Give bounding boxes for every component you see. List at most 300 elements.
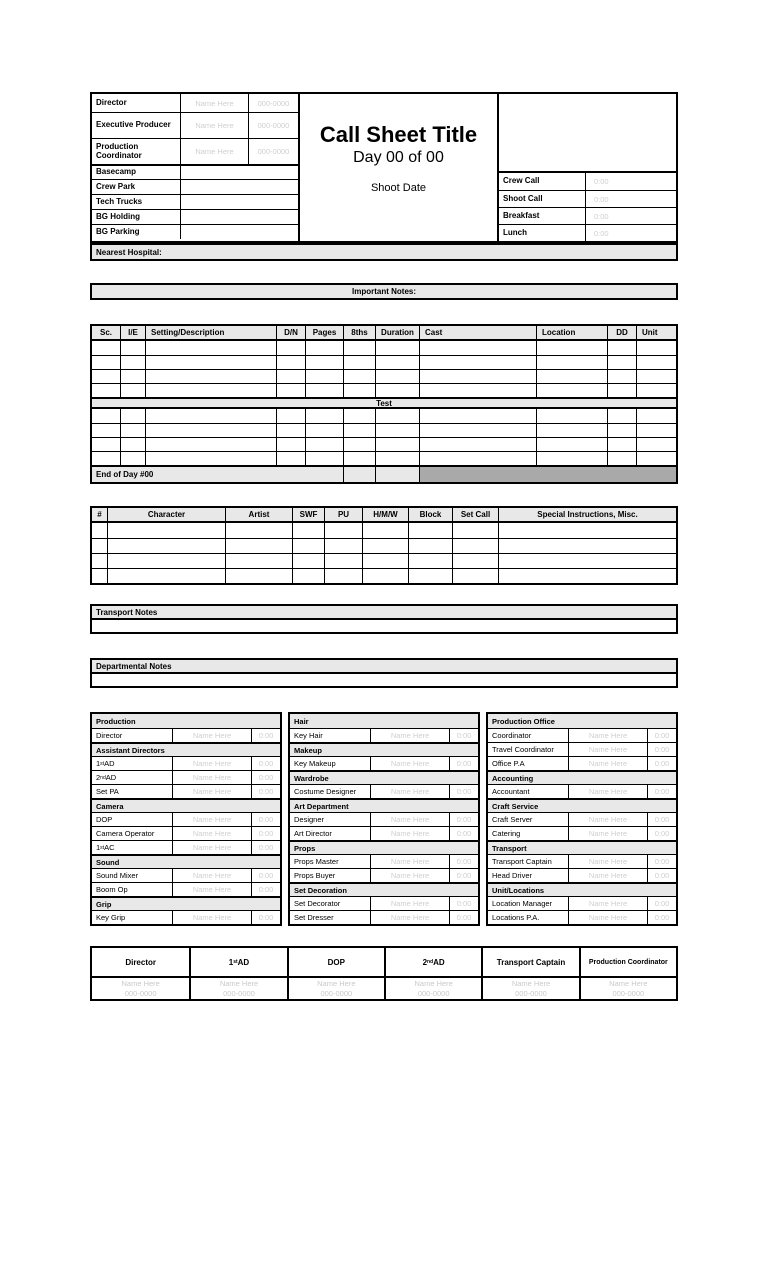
crew-row (290, 854, 478, 868)
cast-cell[interactable] (362, 523, 408, 538)
cast-header-cell: Block (408, 508, 452, 521)
scene-cell[interactable] (419, 452, 536, 465)
crew-department-header: Production Office (488, 714, 676, 728)
scene-cell[interactable] (145, 356, 276, 369)
crew-time-field[interactable]: 0:00 (449, 827, 478, 840)
crew-row (290, 910, 478, 924)
header-left-table (90, 92, 300, 243)
scene-cell[interactable] (636, 384, 676, 397)
nearest-hospital-label: Nearest Hospital: (96, 247, 162, 257)
cast-cell[interactable] (107, 539, 225, 553)
cast-cell[interactable] (408, 523, 452, 538)
cast-cell[interactable] (324, 523, 362, 538)
crew-name-field[interactable]: Name Here (172, 729, 251, 742)
crew-time-field[interactable]: 0:00 (647, 869, 676, 882)
footer-phone-field[interactable]: 000-0000 (515, 988, 547, 998)
scene-cell[interactable] (305, 409, 343, 423)
crew-name-field[interactable]: Name Here (370, 757, 449, 770)
scene-cell[interactable] (92, 356, 120, 369)
location-value-field[interactable] (180, 195, 298, 209)
departmental-notes-header: Departmental Notes (92, 660, 676, 674)
scene-cell[interactable] (305, 384, 343, 397)
cast-cell[interactable] (498, 523, 676, 538)
crew-name-field[interactable]: Name Here (370, 911, 449, 924)
crew-row (92, 728, 280, 742)
contact-phone-field[interactable]: 000-0000 (248, 94, 298, 112)
transport-notes-field[interactable] (92, 620, 676, 632)
scene-cell[interactable] (636, 452, 676, 465)
crew-name-field[interactable]: Name Here (370, 785, 449, 798)
scene-footer-cell[interactable] (343, 467, 375, 482)
crew-time-field[interactable]: 0:00 (647, 729, 676, 742)
scene-cell[interactable] (636, 424, 676, 437)
scene-cell[interactable] (419, 356, 536, 369)
scene-cell[interactable] (536, 384, 607, 397)
cast-cell[interactable] (324, 569, 362, 583)
crew-time-field[interactable]: 0:00 (251, 883, 280, 896)
cast-cell[interactable] (452, 569, 498, 583)
footer-contact-cell[interactable] (579, 978, 676, 999)
crew-name-field[interactable]: Name Here (568, 729, 647, 742)
crew-name-field[interactable]: Name Here (568, 743, 647, 756)
crew-department-header: Unit/Locations (488, 882, 676, 896)
cast-cell[interactable] (92, 554, 107, 568)
cast-cell[interactable] (225, 523, 292, 538)
footer-name-field[interactable]: Name Here (317, 979, 356, 988)
crew-time-field[interactable]: 0:00 (647, 827, 676, 840)
crew-name-field[interactable]: Name Here (568, 869, 647, 882)
crew-department-header: Camera (92, 798, 280, 812)
crew-time-field[interactable]: 0:00 (647, 743, 676, 756)
scene-cell[interactable] (607, 438, 636, 451)
scene-cell[interactable] (375, 356, 419, 369)
crew-role-label: 1 st AD (96, 759, 115, 768)
scene-cell[interactable] (120, 370, 145, 383)
scene-cell[interactable] (305, 370, 343, 383)
footer-name-field[interactable]: Name Here (219, 979, 259, 988)
scene-cell[interactable] (419, 409, 536, 423)
scene-cell[interactable] (536, 341, 607, 355)
crew-department-header: Hair (290, 714, 478, 728)
location-value-field[interactable] (180, 210, 298, 224)
scene-cell[interactable] (92, 424, 120, 437)
crew-time-field[interactable]: 0:00 (251, 841, 280, 854)
crew-department-header: Transport (488, 840, 676, 854)
scene-cell[interactable] (375, 438, 419, 451)
crew-time-field[interactable]: 0:00 (449, 911, 478, 924)
location-value-field[interactable] (180, 166, 298, 179)
cast-header-cell: PU (324, 508, 362, 521)
footer-contact-cell[interactable] (189, 978, 286, 999)
departmental-notes-section (90, 658, 678, 688)
transport-notes-section (90, 604, 678, 634)
scene-footer-cell[interactable] (375, 467, 419, 482)
cast-cell[interactable] (292, 554, 324, 568)
cast-cell[interactable] (362, 539, 408, 553)
crew-row (488, 868, 676, 882)
crew-name-field[interactable]: Name Here (370, 827, 449, 840)
scene-cell[interactable] (375, 424, 419, 437)
scene-cell[interactable] (607, 452, 636, 465)
cast-cell[interactable] (452, 523, 498, 538)
crew-name-field[interactable]: Name Here (568, 827, 647, 840)
scene-cell[interactable] (276, 438, 305, 451)
footer-phone-field[interactable]: 000-0000 (223, 988, 255, 998)
nearest-hospital-row[interactable] (90, 243, 678, 261)
scene-cell[interactable] (607, 370, 636, 383)
cast-cell[interactable] (408, 554, 452, 568)
crew-time-field[interactable]: 0:00 (449, 897, 478, 910)
crew-name-field[interactable]: Name Here (370, 897, 449, 910)
crew-time-field[interactable]: 0:00 (251, 813, 280, 826)
scene-cell[interactable] (375, 370, 419, 383)
crew-row (92, 812, 280, 826)
cast-cell[interactable] (362, 569, 408, 583)
crew-name-field[interactable]: Name Here (568, 855, 647, 868)
scene-cell[interactable] (343, 341, 375, 355)
crew-row (290, 868, 478, 882)
departmental-notes-field[interactable] (92, 674, 676, 686)
header-contact-row (92, 94, 298, 112)
scene-cell[interactable] (120, 438, 145, 451)
crew-department-header: Makeup (290, 742, 478, 756)
scene-cell[interactable] (636, 409, 676, 423)
scene-cell[interactable] (305, 356, 343, 369)
crew-department-header: Production (92, 714, 280, 728)
scene-cell[interactable] (145, 384, 276, 397)
scene-cell[interactable] (343, 438, 375, 451)
location-value-field[interactable] (180, 225, 298, 239)
crew-role-label: Coordinator (492, 731, 532, 740)
crew-name-field[interactable]: Name Here (172, 771, 251, 784)
cast-cell[interactable] (107, 523, 225, 538)
scene-cell[interactable] (419, 370, 536, 383)
key-contacts-header-row (92, 948, 676, 976)
cast-cell[interactable] (408, 569, 452, 583)
scene-cell[interactable] (636, 370, 676, 383)
footer-name-field[interactable]: Name Here (121, 979, 160, 988)
scene-row (92, 369, 676, 383)
crew-name-field[interactable]: Name Here (172, 757, 251, 770)
cast-cell[interactable] (107, 554, 225, 568)
cast-cell[interactable] (498, 554, 676, 568)
footer-phone-field[interactable]: 000-0000 (417, 988, 450, 998)
important-notes-bar[interactable]: Important Notes: (90, 283, 678, 300)
crew-time-field[interactable]: 0:00 (449, 855, 478, 868)
scene-footer-dark-cell (419, 467, 676, 482)
scene-cell[interactable] (276, 356, 305, 369)
crew-name-field[interactable]: Name Here (172, 869, 251, 882)
scene-cell[interactable] (145, 452, 276, 465)
scene-cell[interactable] (120, 341, 145, 355)
crew-time-field[interactable]: 0:00 (251, 757, 280, 770)
scene-cell[interactable] (276, 452, 305, 465)
cast-cell[interactable] (292, 569, 324, 583)
cast-cell[interactable] (225, 539, 292, 553)
scene-cell[interactable] (536, 356, 607, 369)
crew-department-header: Art Department (290, 798, 478, 812)
crew-name-field[interactable]: Name Here (172, 883, 251, 896)
time-value-field[interactable]: 0:00 (585, 225, 676, 241)
footer-phone-field[interactable]: 000-0000 (612, 988, 645, 998)
crew-row (488, 896, 676, 910)
crew-role-label: Props Buyer (294, 871, 336, 880)
contact-name-field[interactable]: Name Here (180, 139, 248, 164)
crew-name-field[interactable]: Name Here (568, 757, 647, 770)
scene-header-cell: 8ths (343, 326, 375, 339)
crew-name-field[interactable]: Name Here (568, 911, 647, 924)
crew-role-label: Art Director (294, 829, 332, 838)
crew-time-field[interactable]: 0:00 (449, 813, 478, 826)
cast-cell[interactable] (107, 569, 225, 583)
crew-department-header: Accounting (488, 770, 676, 784)
crew-name-field[interactable]: Name Here (370, 813, 449, 826)
call-sheet-document (90, 0, 678, 1001)
scene-cell[interactable] (145, 341, 276, 355)
scene-header-cell: Location (536, 326, 607, 339)
crew-time-field[interactable]: 0:00 (449, 729, 478, 742)
scene-cell[interactable] (419, 341, 536, 355)
crew-role-label: Key Hair (294, 731, 323, 740)
cast-cell[interactable] (92, 539, 107, 553)
crew-time-field[interactable]: 0:00 (449, 785, 478, 798)
cast-cell[interactable] (452, 539, 498, 553)
scene-cell[interactable] (536, 438, 607, 451)
crew-time-field[interactable]: 0:00 (251, 729, 280, 742)
scene-header-cell: Unit (636, 326, 676, 339)
crew-row (92, 826, 280, 840)
crew-time-field[interactable]: 0:00 (251, 911, 280, 924)
crew-name-field[interactable]: Name Here (172, 785, 251, 798)
crew-time-field[interactable]: 0:00 (251, 785, 280, 798)
scene-cell[interactable] (536, 409, 607, 423)
cast-cell[interactable] (225, 554, 292, 568)
scene-cell[interactable] (536, 424, 607, 437)
footer-name-field[interactable]: Name Here (511, 979, 551, 988)
scene-cell[interactable] (276, 370, 305, 383)
crew-row (92, 756, 280, 770)
scene-cell[interactable] (305, 424, 343, 437)
scene-cell[interactable] (343, 409, 375, 423)
crew-name-field[interactable]: Name Here (172, 841, 251, 854)
crew-name-field[interactable]: Name Here (370, 855, 449, 868)
crew-time-field[interactable]: 0:00 (251, 771, 280, 784)
scene-cell[interactable] (419, 384, 536, 397)
scene-cell[interactable] (343, 424, 375, 437)
crew-role-label: Director (96, 731, 123, 740)
scene-cell[interactable] (636, 438, 676, 451)
scene-cell[interactable] (343, 370, 375, 383)
scene-cell[interactable] (145, 409, 276, 423)
footer-name-field[interactable]: Name Here (609, 979, 648, 988)
scene-cell[interactable] (305, 341, 343, 355)
crew-row (290, 826, 478, 840)
crew-row (488, 728, 676, 742)
scene-cell[interactable] (607, 384, 636, 397)
scene-cell[interactable] (375, 341, 419, 355)
cast-cell[interactable] (292, 523, 324, 538)
scene-cell[interactable] (120, 356, 145, 369)
scene-header-cell: Sc. (99, 328, 112, 337)
scene-cell[interactable] (375, 452, 419, 465)
scene-cell[interactable] (92, 452, 120, 465)
footer-phone-field[interactable]: 000-0000 (320, 988, 353, 998)
contact-phone-field[interactable]: 000-0000 (248, 139, 298, 164)
cast-cell[interactable] (498, 539, 676, 553)
crew-time-field[interactable]: 0:00 (647, 813, 676, 826)
scene-cell[interactable] (120, 424, 145, 437)
contact-name-field[interactable]: Name Here (180, 113, 248, 138)
scene-cell[interactable] (636, 341, 676, 355)
footer-name-field[interactable]: Name Here (414, 979, 453, 988)
scene-cell[interactable] (536, 370, 607, 383)
crew-time-field[interactable]: 0:00 (647, 757, 676, 770)
logo-placeholder-box[interactable] (499, 94, 676, 173)
cast-row (92, 553, 676, 568)
scene-header-row (92, 326, 676, 341)
time-value-field[interactable]: 0:00 (585, 208, 676, 224)
scene-cell[interactable] (145, 438, 276, 451)
cast-cell[interactable] (324, 539, 362, 553)
crew-name-field[interactable]: Name Here (172, 827, 251, 840)
footer-contact-cell[interactable] (287, 978, 384, 999)
scene-cell[interactable] (607, 409, 636, 423)
scene-cell[interactable] (120, 452, 145, 465)
time-value-field[interactable]: 0:00 (585, 173, 676, 190)
scene-cell[interactable] (92, 384, 120, 397)
scene-cell[interactable] (276, 424, 305, 437)
crew-name-field[interactable]: Name Here (370, 729, 449, 742)
scene-cell[interactable] (145, 424, 276, 437)
scene-cell[interactable] (343, 452, 375, 465)
header-location-row (92, 179, 298, 194)
cast-row (92, 523, 676, 538)
end-of-day-label: End of Day #00 (92, 467, 343, 482)
time-label: Lunch (503, 227, 527, 237)
time-label: Shoot Call (503, 193, 543, 203)
footer-phone-field[interactable]: 000-0000 (124, 988, 157, 998)
crew-role-label: 1 st AC (96, 843, 115, 852)
scene-cell[interactable] (607, 424, 636, 437)
scene-cell[interactable] (276, 341, 305, 355)
scene-header-cell: Duration (375, 326, 419, 339)
crew-role-label: Key Makeup (294, 759, 336, 768)
scene-cell[interactable] (607, 356, 636, 369)
header-contact-row (92, 112, 298, 138)
scene-cell[interactable] (92, 409, 120, 423)
scene-schedule-table (90, 324, 678, 484)
crew-time-field[interactable]: 0:00 (647, 911, 676, 924)
crew-name-field[interactable]: Name Here (568, 813, 647, 826)
location-label: Basecamp (96, 167, 137, 177)
crew-row (92, 868, 280, 882)
scene-cell[interactable] (636, 356, 676, 369)
crew-department-header: Craft Service (488, 798, 676, 812)
cast-cell[interactable] (324, 554, 362, 568)
scene-cell[interactable] (375, 409, 419, 423)
crew-role-label: Costume Designer (294, 787, 357, 796)
scene-cell[interactable] (276, 384, 305, 397)
scene-cell[interactable] (305, 438, 343, 451)
footer-contact-cell[interactable] (92, 978, 189, 999)
footer-contact-cell[interactable] (481, 978, 578, 999)
scene-cell[interactable] (419, 424, 536, 437)
scene-cell[interactable] (375, 384, 419, 397)
cast-cell[interactable] (225, 569, 292, 583)
scene-cell[interactable] (92, 370, 120, 383)
crew-name-field[interactable]: Name Here (172, 813, 251, 826)
crew-row (290, 896, 478, 910)
scene-cell[interactable] (536, 452, 607, 465)
scene-cell[interactable] (343, 384, 375, 397)
cast-cell[interactable] (362, 554, 408, 568)
scene-cell[interactable] (120, 409, 145, 423)
scene-cell[interactable] (92, 341, 120, 355)
contact-name-field[interactable]: Name Here (180, 94, 248, 112)
scene-cell[interactable] (145, 370, 276, 383)
scene-cell[interactable] (343, 356, 375, 369)
scene-cell[interactable] (607, 341, 636, 355)
crew-row (488, 826, 676, 840)
cast-cell[interactable] (408, 539, 452, 553)
contact-label: Director (96, 97, 127, 107)
cast-cell[interactable] (292, 539, 324, 553)
header-location-row (92, 224, 298, 239)
footer-contact-cell[interactable] (384, 978, 481, 999)
crew-time-field[interactable]: 0:00 (251, 827, 280, 840)
scene-cell[interactable] (419, 438, 536, 451)
scene-cell[interactable] (305, 452, 343, 465)
header-contacts-table (92, 94, 298, 164)
cast-cell[interactable] (452, 554, 498, 568)
contact-phone-field[interactable]: 000-0000 (248, 113, 298, 138)
cast-row (92, 568, 676, 583)
crew-role-label: Locations P.A. (492, 913, 540, 922)
scene-cell[interactable] (92, 438, 120, 451)
crew-name-field[interactable]: Name Here (568, 785, 647, 798)
time-value-field[interactable]: 0:00 (585, 191, 676, 207)
header-times-table (499, 173, 676, 241)
call-sheet-title: Call Sheet Title (319, 122, 478, 147)
cast-cell[interactable] (498, 569, 676, 583)
scene-footer-row (92, 465, 676, 482)
time-label: Crew Call (503, 176, 540, 186)
scene-row (92, 437, 676, 451)
crew-name-field[interactable]: Name Here (370, 869, 449, 882)
crew-name-field[interactable]: Name Here (568, 897, 647, 910)
crew-time-field[interactable]: 0:00 (647, 785, 676, 798)
crew-role-label: Office P.A (492, 759, 525, 768)
crew-time-field[interactable]: 0:00 (449, 869, 478, 882)
crew-time-field[interactable]: 0:00 (251, 869, 280, 882)
scene-divider-row: Test (92, 397, 676, 409)
crew-row (290, 812, 478, 826)
location-value-field[interactable] (180, 180, 298, 194)
scene-cell[interactable] (120, 384, 145, 397)
cast-cell[interactable] (92, 523, 107, 538)
header-time-row (499, 207, 676, 224)
scene-row (92, 355, 676, 369)
crew-name-field[interactable]: Name Here (172, 911, 251, 924)
crew-section (90, 712, 678, 926)
crew-role-label: Catering (492, 829, 521, 838)
cast-cell[interactable] (92, 569, 107, 583)
crew-time-field[interactable]: 0:00 (647, 897, 676, 910)
scene-cell[interactable] (276, 409, 305, 423)
cast-row (92, 538, 676, 553)
crew-time-field[interactable]: 0:00 (647, 855, 676, 868)
crew-time-field[interactable]: 0:00 (449, 757, 478, 770)
